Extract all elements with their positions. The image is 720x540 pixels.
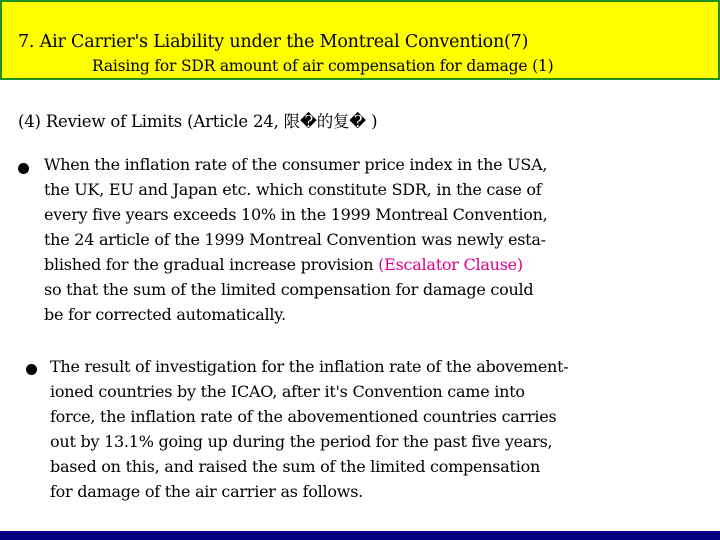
bullet-icon bbox=[26, 364, 37, 375]
paragraph-line: so that the sum of the limited compensation for damage could bbox=[44, 280, 534, 299]
footer-bar bbox=[0, 531, 720, 540]
paragraph-line: every five years exceeds 10% in the 1999 Montreal Convention, bbox=[44, 205, 548, 224]
slide-subtitle: Raising for SDR amount of air compensation for damage (1) bbox=[92, 57, 554, 75]
paragraph-line-text: blished for the gradual increase provision bbox=[44, 255, 379, 274]
section-heading: (4) Review of Limits (Article 24, 限�的复� ) bbox=[18, 112, 378, 131]
paragraph-line: force, the inflation rate of the abovementioned countries carries bbox=[50, 407, 557, 426]
paragraph-line bbox=[44, 252, 547, 277]
slide-title: 7. Air Carrier's Liability under the Montreal Convention(7) bbox=[18, 32, 529, 52]
paragraph-line: the UK, EU and Japan etc. which constitute SDR, in the case of bbox=[44, 180, 542, 199]
paragraph-line: out by 13.1% going up during the period for the past five years, bbox=[50, 432, 553, 451]
paragraph-line: The result of investigation for the inflation rate of the abovement- bbox=[50, 357, 569, 376]
paragraph-line: the 24 article of the 1999 Montreal Convention was newly esta- bbox=[44, 230, 546, 249]
paragraph-line: When the inflation rate of the consumer price index in the USA, bbox=[44, 155, 548, 174]
escalator-clause-highlight: (Escalator Clause) bbox=[378, 255, 523, 274]
paragraph-line: based on this, and raised the sum of the limited compensation bbox=[50, 457, 541, 476]
paragraph-line: be for corrected automatically. bbox=[44, 305, 286, 324]
paragraph-line: ioned countries by the ICAO, after it's Convention came into bbox=[50, 382, 525, 401]
paragraph-line: for damage of the air carrier as follows. bbox=[50, 482, 364, 501]
bullet-icon bbox=[18, 163, 29, 174]
title-banner bbox=[0, 0, 720, 80]
paragraph-icao-investigation bbox=[50, 354, 568, 504]
paragraph-escalator-clause bbox=[44, 152, 547, 327]
